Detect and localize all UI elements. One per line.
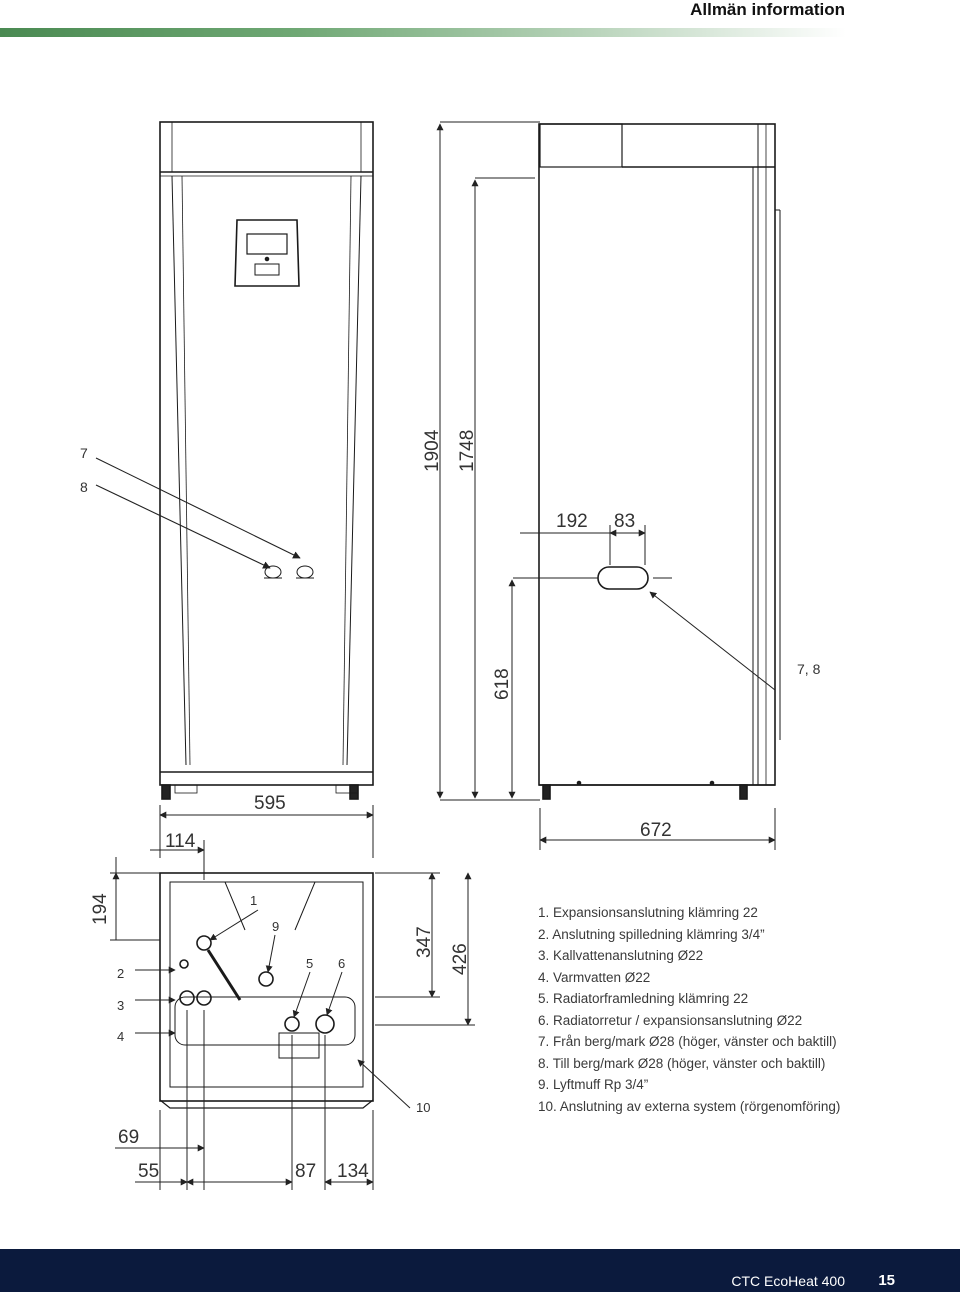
front-pipe-connections xyxy=(264,566,314,578)
legend-item: 7. Från berg/mark Ø28 (höger, vänster och baktill) xyxy=(538,1034,837,1049)
callout-4: 4 xyxy=(117,1029,125,1044)
dim-672: 672 xyxy=(640,820,672,841)
front-view xyxy=(160,122,373,799)
dim-192: 192 xyxy=(556,511,588,532)
legend-item: 2. Anslutning spilledning klämring 3/4” xyxy=(538,926,765,942)
dim-134: 134 xyxy=(337,1161,369,1182)
callout-1: 1 xyxy=(250,893,258,908)
legend-item: 10. Anslutning av externa system (rörgenomföring) xyxy=(538,1098,841,1114)
dim-426: 426 xyxy=(450,943,471,975)
legend-item: 1. Expansionsanslutning klämring 22 xyxy=(538,905,758,920)
dim-194: 194 xyxy=(90,893,111,925)
dim-55: 55 xyxy=(138,1161,160,1182)
legend-item: 8. Till berg/mark Ø28 (höger, vänster och baktill) xyxy=(538,1055,826,1071)
callout-5: 5 xyxy=(306,956,314,971)
legend-item: 6. Radiatorretur / expansionsanslutning Ø22 xyxy=(538,1012,803,1028)
dim-1748: 1748 xyxy=(457,429,478,472)
callout-7-8-side: 7, 8 xyxy=(797,661,821,677)
callout-7-front: 7 xyxy=(80,445,88,461)
dim-69: 69 xyxy=(118,1127,140,1148)
page-number: 15 xyxy=(878,1272,895,1289)
callout-2: 2 xyxy=(117,966,125,981)
callout-10: 10 xyxy=(416,1100,431,1115)
dim-114: 114 xyxy=(165,831,196,852)
callout-6: 6 xyxy=(338,956,346,971)
dim-595: 595 xyxy=(254,793,286,814)
callout-8-front: 8 xyxy=(80,479,88,495)
top-view xyxy=(160,873,373,1108)
callout-3: 3 xyxy=(117,998,125,1013)
dim-83: 83 xyxy=(614,511,636,532)
legend-item: 9. Lyftmuff Rp 3/4” xyxy=(538,1077,649,1092)
dim-347: 347 xyxy=(414,926,435,958)
dim-1904: 1904 xyxy=(422,429,443,472)
dim-87: 87 xyxy=(295,1161,317,1182)
side-view xyxy=(539,124,780,799)
footer-product-name: CTC EcoHeat 400 xyxy=(731,1273,845,1289)
callout-9: 9 xyxy=(272,919,280,934)
legend-item: 3. Kallvattenanslutning Ø22 xyxy=(538,948,704,963)
legend-item: 5. Radiatorframledning klämring 22 xyxy=(538,991,749,1006)
connection-legend xyxy=(538,902,840,1117)
dim-618: 618 xyxy=(492,668,513,700)
page-title: Allmän information xyxy=(690,0,845,19)
legend-item: 4. Varmvatten Ø22 xyxy=(538,969,651,985)
